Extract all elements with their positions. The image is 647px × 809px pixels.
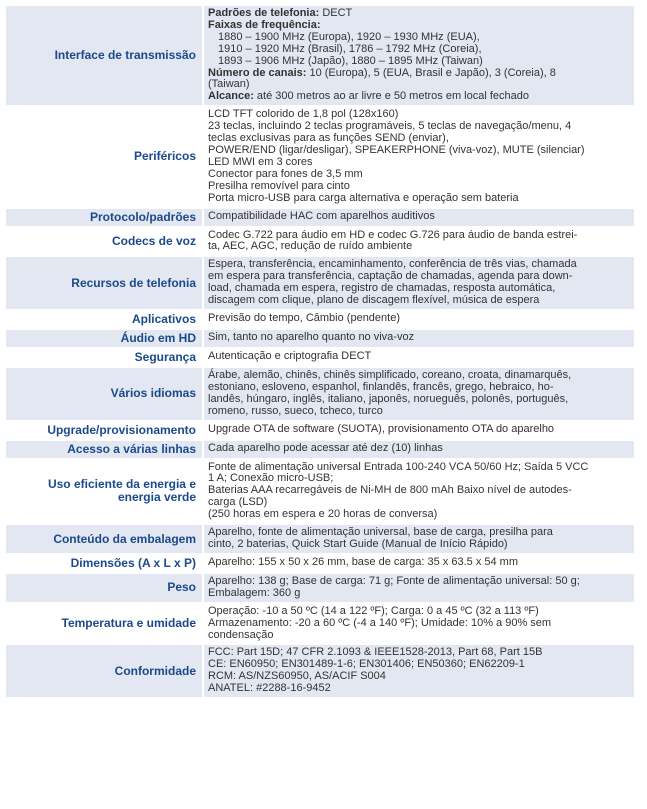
- spec-field-text: ANATEL: #2288-16-9452: [208, 682, 331, 695]
- spec-row: [6, 645, 634, 699]
- spec-value-line: [208, 424, 630, 436]
- spec-row: [6, 368, 634, 422]
- spec-field-text: Presilha removível para cinto: [208, 179, 350, 192]
- spec-field-text: Upgrade OTA de software (SUOTA), provisionamento OTA do aparelho: [208, 422, 555, 435]
- spec-field-text: 23 teclas, incluindo 2 teclas programáveis, 5 teclas de navegação/menu, 4: [208, 120, 572, 133]
- spec-field-text: Operação: -10 a 50 ºC (14 a 122 ºF); Carga: 0 a 45 ºC (32 a 113 ºF): [208, 604, 539, 617]
- spec-field-text: FCC: Part 15D; 47 CFR 2.1093 & IEEE1528-2013, Part 68, Part 15B: [208, 646, 543, 659]
- spec-value: [204, 107, 634, 206]
- spec-field-text: DECT: [319, 7, 353, 19]
- spec-field-text: Cada aparelho pode acessar até dez (10) linhas: [208, 441, 443, 454]
- spec-row: [6, 349, 634, 368]
- spec-value-line: [208, 332, 630, 344]
- spec-row: [6, 330, 634, 349]
- spec-row: [6, 555, 634, 574]
- spec-field-text: condensação: [208, 628, 274, 641]
- spec-field-text: 1880 – 1900 MHz (Europa), 1920 – 1930 MHz (EUA),: [218, 30, 480, 43]
- spec-field-text: Sim, tanto no aparelho quanto no viva-voz: [208, 330, 415, 343]
- spec-label: Conteúdo da embalagem: [6, 525, 202, 553]
- spec-field-text: Árabe, alemão, chinês, chinês simplificado, coreano, croata, dinamarquês,: [208, 368, 572, 381]
- spec-field-text: load, chamada em espera, registro de chamadas, resposta automática,: [208, 282, 556, 295]
- spec-value-line: [208, 630, 630, 642]
- spec-row: [6, 422, 634, 441]
- spec-field-text: Aparelho, fonte de alimentação universal, base de carga, presilha para: [208, 526, 553, 539]
- spec-row: [6, 460, 634, 526]
- spec-value-line: [208, 406, 630, 418]
- spec-value: [204, 330, 634, 347]
- spec-value: [204, 422, 634, 439]
- spec-field-text: 10 (Europa), 5 (EUA, Brasil e Japão), 3 (Coreia), 8: [306, 66, 556, 79]
- spec-field-text: 1 A; Conexão micro-USB;: [208, 472, 334, 485]
- spec-field-text: Autenticação e criptografia DECT: [208, 349, 372, 362]
- spec-value: [204, 368, 634, 420]
- spec-label: Codecs de voz: [6, 228, 202, 256]
- spec-field-text: cinto, 2 baterias, Quick Start Guide (Manual de Início Rápido): [208, 538, 508, 550]
- spec-field-text: POWER/END (ligar/desligar), SPEAKERPHONE (viva-voz), MUTE (silenciar): [208, 143, 585, 156]
- spec-field-text: carga (LSD): [208, 496, 268, 509]
- spec-label: Interface de transmissão: [6, 6, 202, 105]
- spec-field-text: Porta micro-USB para carga alternativa e operação sem bateria: [208, 191, 519, 204]
- spec-field-text: Conector para fones de 3,5 mm: [208, 167, 363, 180]
- spec-field-text: em espera para transferência, captação de chamadas, agenda para down-: [208, 270, 573, 283]
- spec-row: [6, 257, 634, 311]
- spec-value-line: [208, 211, 630, 223]
- spec-field-label: Alcance:: [208, 90, 254, 103]
- spec-row: [6, 107, 634, 208]
- spec-value-line: [208, 557, 630, 569]
- spec-value: [204, 460, 634, 524]
- spec-value: [204, 441, 634, 458]
- spec-field-text: Embalagem: 360 g: [208, 586, 301, 599]
- spec-label: Uso eficiente da energia e energia verde: [6, 460, 202, 524]
- spec-field-text: Armazenamento: -20 a 60 ºC (-4 a 140 ºF); Umidade: 10% a 90% sem: [208, 616, 552, 629]
- spec-value: [204, 6, 634, 105]
- spec-label: Áudio em HD: [6, 330, 202, 347]
- spec-field-text: 1910 – 1920 MHz (Brasil), 1786 – 1792 MHz (Coreia),: [218, 42, 482, 55]
- spec-row: [6, 209, 634, 228]
- spec-field-text: Codec G.722 para áudio em HD e codec G.726 para áudio de banda estrei-: [208, 228, 578, 241]
- spec-field-text: Aparelho: 138 g; Base de carga: 71 g; Fonte de alimentação universal: 50 g;: [208, 574, 580, 587]
- spec-value-line: [208, 588, 630, 600]
- spec-field-text: Baterias AAA recarregáveis de Ni-MH de 800 mAh Baixo nível de autodes-: [208, 484, 572, 497]
- spec-label: Dimensões (A x L x P): [6, 555, 202, 572]
- spec-value: [204, 525, 634, 553]
- spec-field-text: Previsão do tempo, Câmbio (pendente): [208, 311, 400, 324]
- spec-value: [204, 349, 634, 366]
- spec-value: [204, 555, 634, 572]
- spec-field-text: (Taiwan): [208, 78, 250, 91]
- spec-value: [204, 574, 634, 602]
- spec-value: [204, 209, 634, 226]
- spec-value-line: [208, 539, 630, 551]
- spec-row: [6, 228, 634, 258]
- spec-row: [6, 441, 634, 460]
- spec-value: [204, 604, 634, 644]
- spec-label: Temperatura e umidade: [6, 604, 202, 644]
- spec-field-text: LCD TFT colorido de 1,8 pol (128x160): [208, 108, 399, 121]
- spec-field-text: (250 horas em espera e 20 horas de conversa): [208, 508, 438, 521]
- spec-label: Segurança: [6, 349, 202, 366]
- spec-label: Recursos de telefonia: [6, 257, 202, 309]
- spec-label: Vários idiomas: [6, 368, 202, 420]
- spec-value-line: [208, 313, 630, 325]
- spec-label: Conformidade: [6, 645, 202, 697]
- spec-value-line: [208, 443, 630, 455]
- spec-label: Protocolo/padrões: [6, 209, 202, 226]
- spec-field-text: teclas exclusivas para as funções SEND (enviar),: [208, 132, 449, 145]
- spec-field-label: Faixas de frequência:: [208, 18, 321, 31]
- spec-row: [6, 311, 634, 330]
- spec-field-label: Número de canais:: [208, 66, 307, 79]
- spec-value-line: [208, 351, 630, 363]
- spec-row: [6, 6, 634, 107]
- spec-value-line: [208, 485, 630, 497]
- spec-value-line: [208, 683, 630, 695]
- spec-field-text: CE: EN60950; EN301489-1-6; EN301406; EN50360; EN62209-1: [208, 658, 525, 671]
- spec-field-text: Fonte de alimentação universal Entrada 100-240 VCA 50/60 Hz; Saída 5 VCC: [208, 460, 589, 473]
- spec-value: [204, 228, 634, 256]
- spec-field-text: ta, AEC, AGC, redução de ruído ambiente: [208, 240, 413, 253]
- spec-field-text: Aparelho: 155 x 50 x 26 mm, base de carga: 35 x 63.5 x 54 mm: [208, 555, 519, 568]
- spec-field-text: Espera, transferência, encaminhamento, conferência de três vias, chamada: [208, 258, 577, 271]
- spec-row: [6, 574, 634, 604]
- spec-value-line: [208, 295, 630, 307]
- spec-label: Peso: [6, 574, 202, 602]
- spec-value-line: [208, 68, 630, 80]
- spec-field-text: até 300 metros ao ar livre e 50 metros em local fechado: [253, 90, 529, 103]
- spec-field-text: discagem com clique, plano de discagem flexível, música de espera: [208, 294, 540, 307]
- spec-value-line: [208, 509, 630, 521]
- spec-value: [204, 311, 634, 328]
- spec-label: Acesso a várias linhas: [6, 441, 202, 458]
- spec-row: [6, 525, 634, 555]
- spec-field-text: 1893 – 1906 MHz (Japão), 1880 – 1895 MHz (Taiwan): [218, 54, 483, 67]
- spec-value-line: [208, 193, 630, 205]
- spec-label: Upgrade/provisionamento: [6, 422, 202, 439]
- spec-field-label: Padrões de telefonia:: [208, 7, 320, 19]
- spec-field-text: LED MWI em 3 cores: [208, 155, 313, 168]
- spec-table: [6, 6, 634, 699]
- spec-value-line: [208, 241, 630, 253]
- spec-field-text: RCM: AS/NZS60950, AS/ACIF S004: [208, 670, 386, 683]
- spec-row: [6, 604, 634, 646]
- spec-label: Aplicativos: [6, 311, 202, 328]
- spec-field-text: landês, húngaro, inglês, italiano, japonês, norueguês, polonês, português,: [208, 392, 569, 405]
- spec-field-text: estoniano, esloveno, espanhol, finlandês, francês, grego, hebraico, ho-: [208, 380, 554, 393]
- spec-field-text: romeno, russo, sueco, tcheco, turco: [208, 404, 383, 417]
- spec-label: Periféricos: [6, 107, 202, 206]
- spec-value: [204, 645, 634, 697]
- spec-value-line: [208, 91, 630, 103]
- spec-field-text: Compatibilidade HAC com aparelhos auditivos: [208, 209, 435, 222]
- spec-value: [204, 257, 634, 309]
